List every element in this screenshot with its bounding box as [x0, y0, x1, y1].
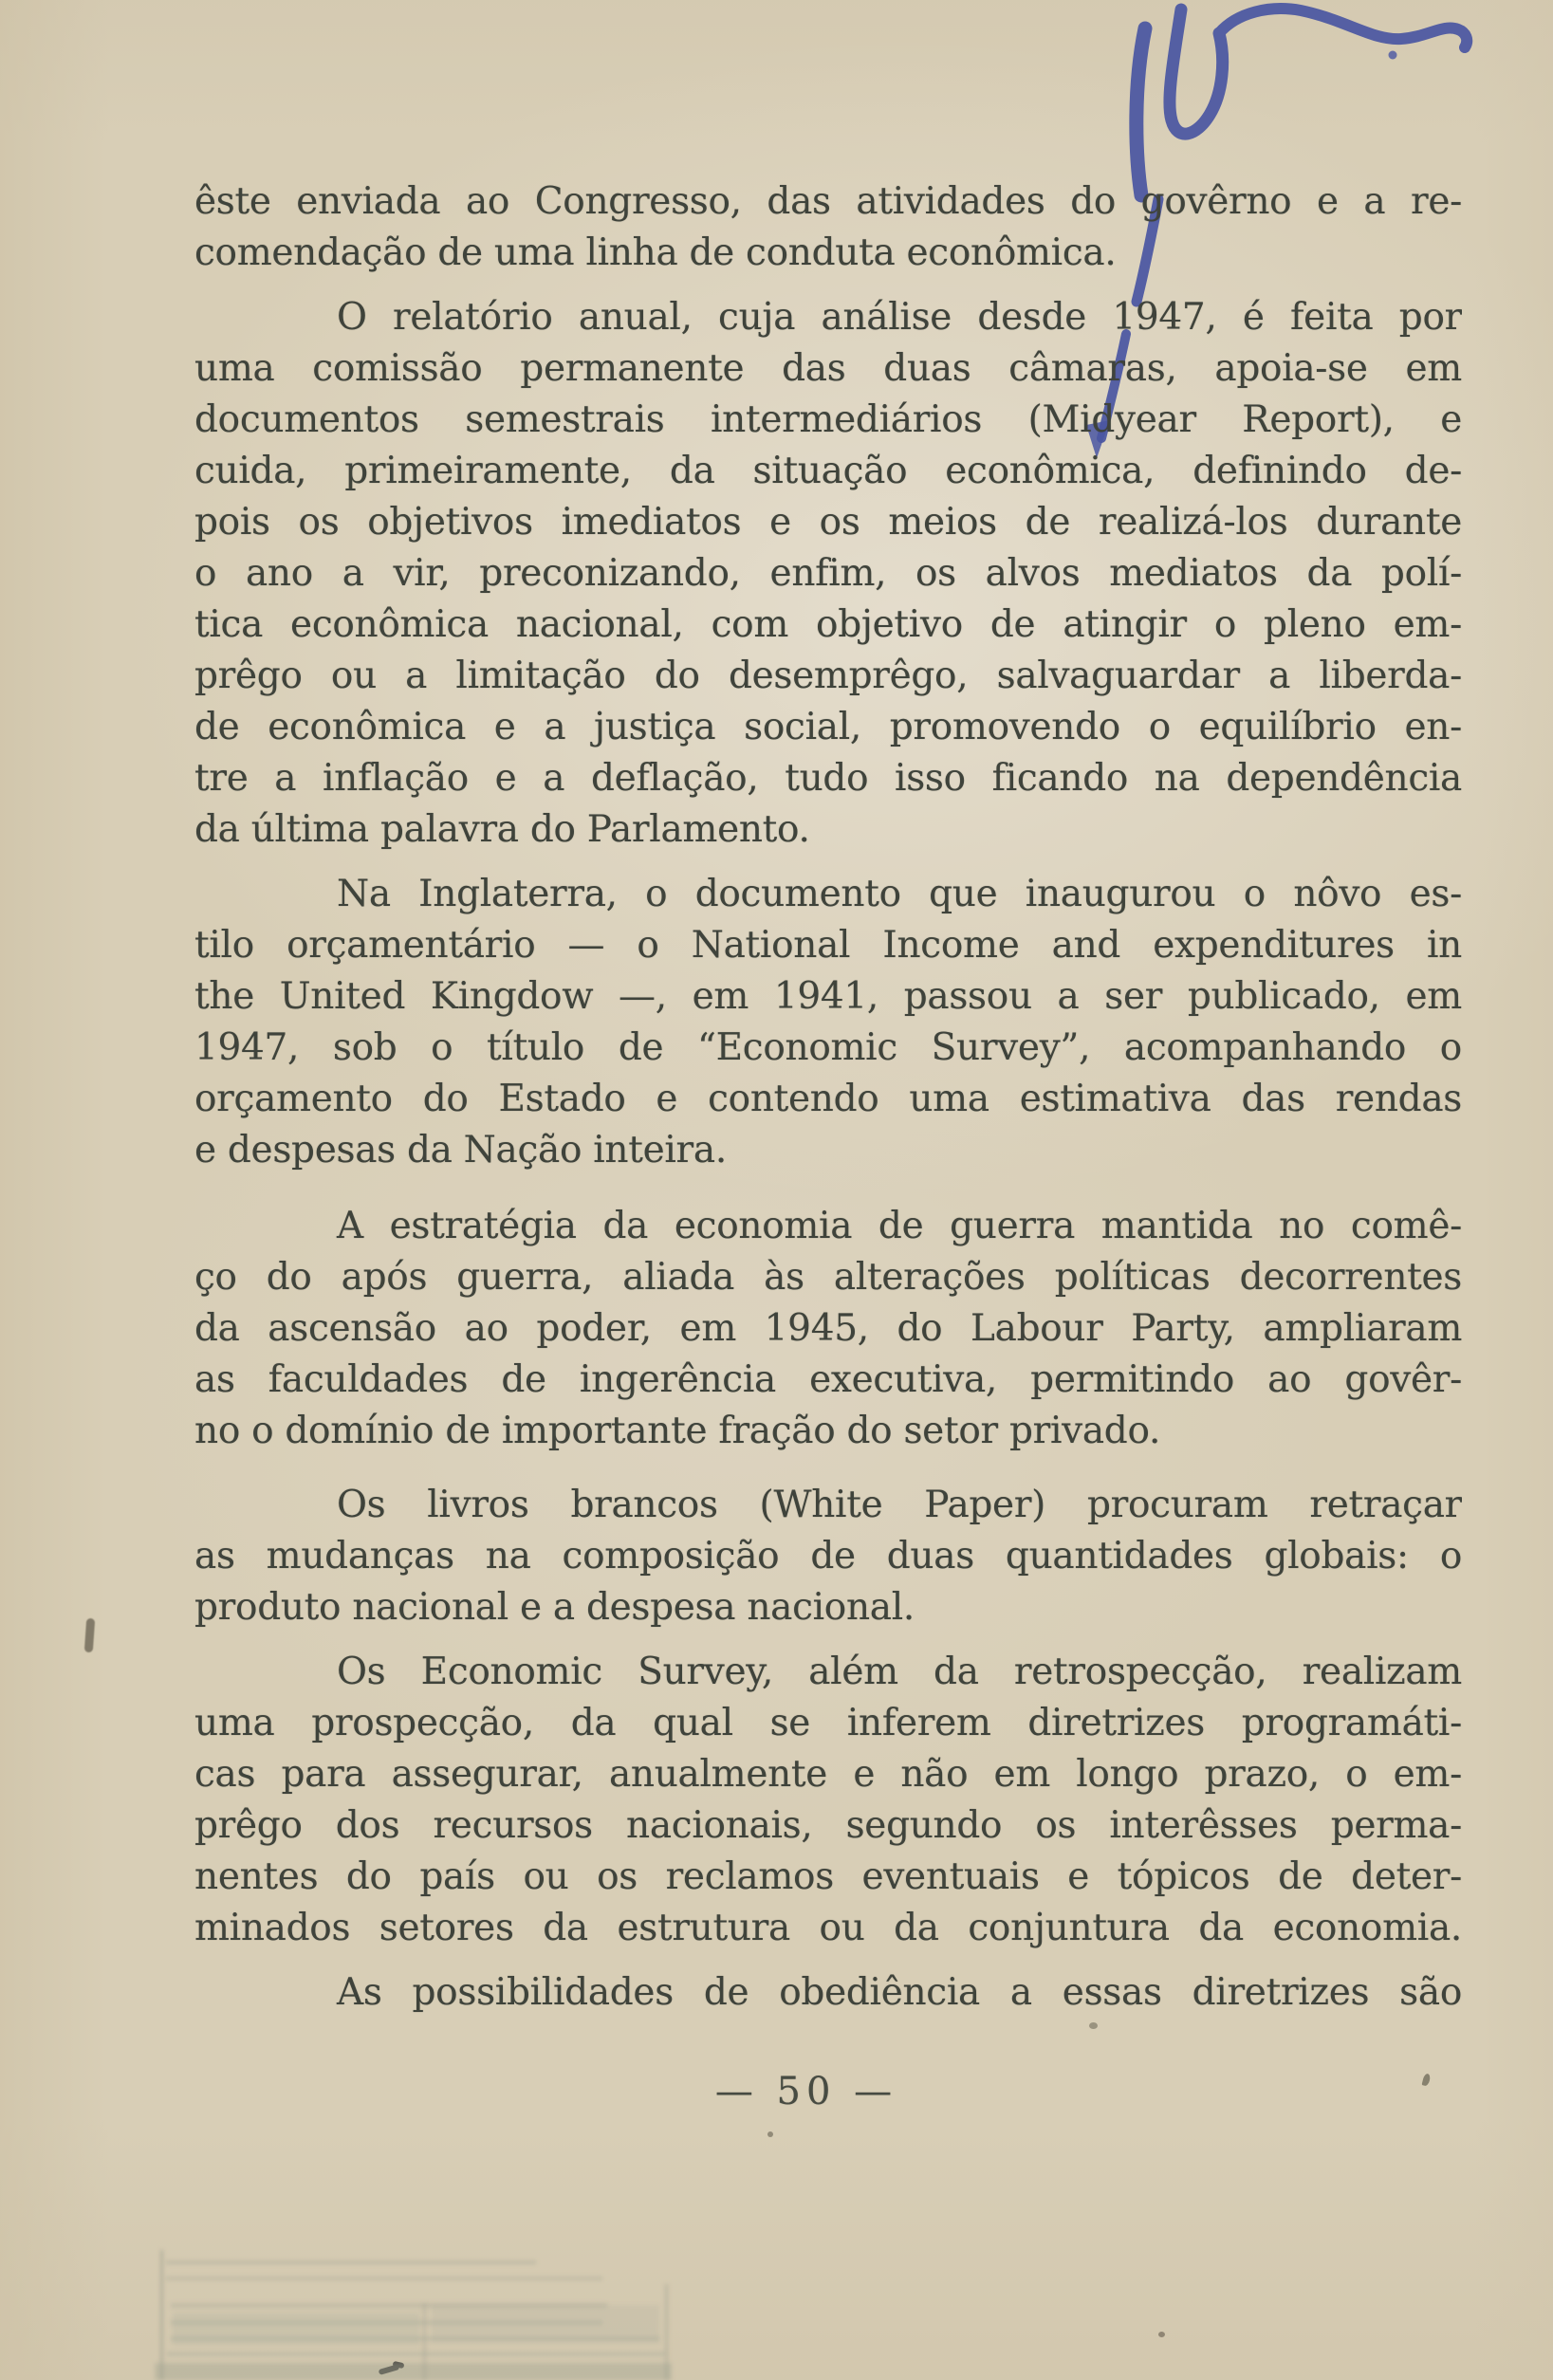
- page-number: — 50 —: [714, 2070, 898, 2113]
- text-line: the United Kingdow —, em 1941, passou a ser publicado, em: [194, 975, 1462, 1018]
- text-line: cuida, primeiramente, da situação econômica, definindo de-: [194, 450, 1462, 492]
- text-line: uma prospecção, da qual se inferem diretrizes programáti-: [194, 1702, 1462, 1744]
- text-line: prêgo ou a limitação do desemprêgo, salvaguardar a liberda-: [194, 655, 1462, 697]
- text-line: minados setores da estrutura ou da conjuntura da economia.: [194, 1907, 1462, 1949]
- ink-speck: [1089, 2022, 1098, 2029]
- text-block: [194, 176, 1462, 2019]
- text-line: as faculdades de ingerência executiva, permitindo ao govêr-: [194, 1358, 1462, 1401]
- paragraph: [194, 292, 1462, 856]
- ghost-band: [432, 2305, 659, 2343]
- pen-stroke: [1219, 9, 1467, 47]
- ghost-band: [155, 2363, 672, 2380]
- text-line: êste enviada ao Congresso, das atividades do govêrno e a re-: [194, 180, 1462, 223]
- text-line: Os livros brancos (White Paper) procuram retraçar: [337, 1484, 1462, 1526]
- paragraph: [194, 1201, 1462, 1457]
- paragraph: [194, 1480, 1462, 1633]
- ink-speck: [767, 2131, 773, 2137]
- ghost-band: [173, 2313, 419, 2345]
- text-line: e despesas da Nação inteira.: [194, 1129, 727, 1172]
- paragraph: [194, 869, 1462, 1176]
- text-line: da última palavra do Parlamento.: [194, 808, 810, 851]
- paragraph: [194, 176, 1462, 279]
- ghost-line: [167, 2352, 665, 2356]
- pen-stroke: [1137, 28, 1145, 195]
- text-line: de econômica e a justiça social, promovendo o equilíbrio en-: [194, 706, 1462, 748]
- text-line: O relatório anual, cuja análise desde 1947, é feita por: [337, 296, 1462, 339]
- text-line: tre a inflação e a deflação, tudo isso ficando na dependência: [194, 757, 1462, 800]
- text-line: produto nacional e a despesa nacional.: [194, 1586, 915, 1629]
- ghost-line: [166, 2277, 602, 2280]
- text-line: cas para assegurar, anualmente e não em longo prazo, o em-: [194, 1753, 1462, 1796]
- pen-dot: [1389, 51, 1397, 60]
- ghost-line: [166, 2260, 536, 2264]
- text-line: da ascensão ao poder, em 1945, do Labour Party, ampliaram: [194, 1307, 1462, 1350]
- text-line: nentes do país ou os reclamos eventuais e tópicos de deter-: [194, 1855, 1462, 1898]
- text-line: pois os objetivos imediatos e os meios de realizá-los durante: [194, 501, 1462, 544]
- text-line: Na Inglaterra, o documento que inaugurou o nôvo es-: [337, 873, 1462, 915]
- ghost-line: [160, 2250, 163, 2380]
- ink-speck: [1422, 2073, 1432, 2086]
- pen-stroke: [1170, 9, 1223, 134]
- text-line: comendação de uma linha de conduta econômica.: [194, 231, 1117, 274]
- text-line: 1947, sob o título de “Economic Survey”, acompanhando o: [194, 1026, 1462, 1069]
- text-line: no o domínio de importante fração do setor privado.: [194, 1410, 1161, 1452]
- text-line: A estratégia da economia de guerra mantida no comê-: [337, 1205, 1462, 1247]
- text-line: prêgo dos recursos nacionais, segundo os interêsses perma-: [194, 1804, 1462, 1847]
- text-line: uma comissão permanente das duas câmaras, apoia-se em: [194, 347, 1462, 390]
- text-line: as mudanças na composição de duas quantidades globais: o: [194, 1535, 1462, 1577]
- text-line: Os Economic Survey, além da retrospecção, realizam: [337, 1651, 1462, 1693]
- text-line: o ano a vir, preconizando, enfim, os alvos mediatos da polí-: [194, 552, 1462, 595]
- text-line: tilo orçamentário — o National Income and expenditures in: [194, 924, 1462, 967]
- paragraph: [194, 1647, 1462, 1954]
- text-line: orçamento do Estado e contendo uma estimativa das rendas: [194, 1078, 1462, 1120]
- text-line: documentos semestrais intermediários (Midyear Report), e: [194, 398, 1462, 441]
- ink-speck: [1158, 2332, 1165, 2337]
- text-line: As possibilidades de obediência a essas diretrizes são: [337, 1971, 1462, 2014]
- paragraph: [194, 1967, 1462, 2019]
- left-margin-ink-stroke: [84, 1618, 95, 1653]
- text-line: tica econômica nacional, com objetivo de atingir o pleno em-: [194, 603, 1462, 646]
- text-line: ço do após guerra, aliada às alterações políticas decorrentes: [194, 1256, 1462, 1299]
